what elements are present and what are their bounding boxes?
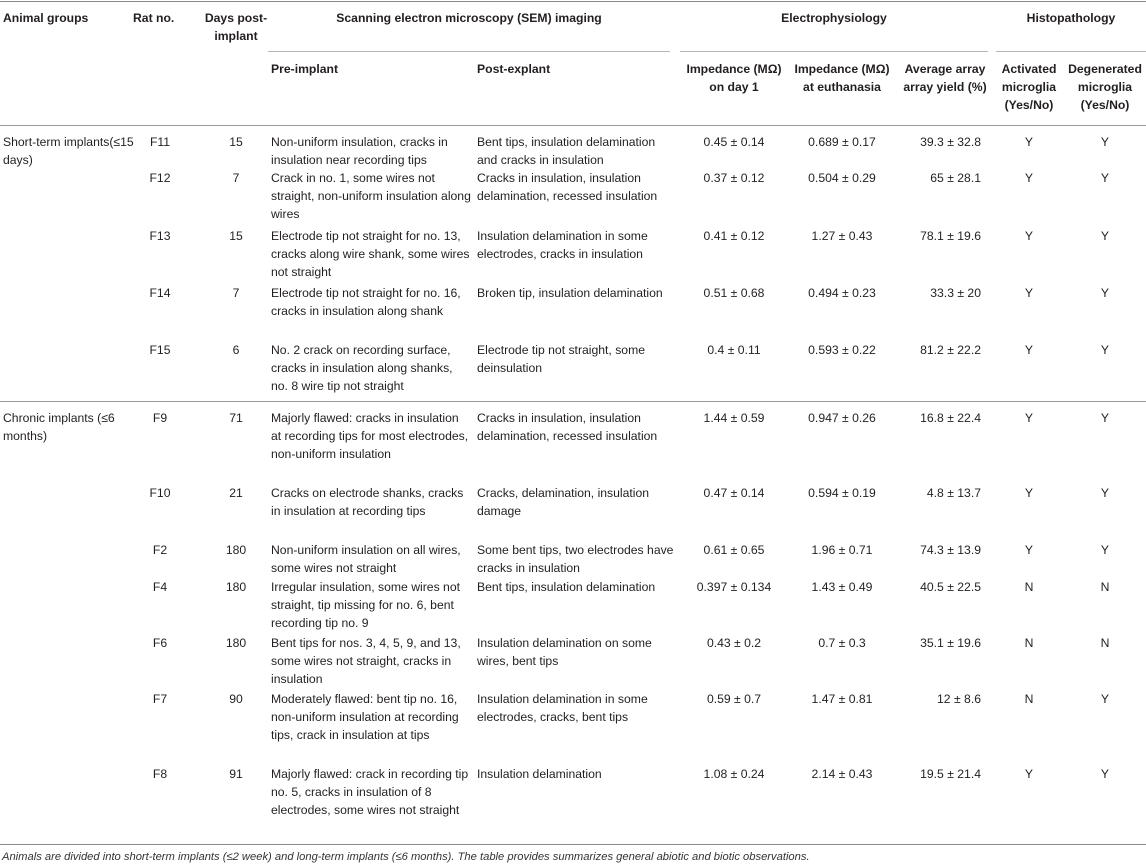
average-yield-cell: 65 ± 28.1 bbox=[930, 171, 981, 185]
impedance-day1-cell: 0.37 ± 0.12 bbox=[703, 171, 765, 185]
days-cell: 7 bbox=[232, 286, 240, 300]
pre-implant-cell: Electrode tip not straight for no. 16, cracks in insulation along shank bbox=[271, 286, 461, 318]
header-activated-microglia: Activated microglia (Yes/No) bbox=[1001, 62, 1057, 112]
days-cell: 180 bbox=[225, 543, 247, 557]
pre-implant-cell: No. 2 crack on recording surface, cracks in insulation along shanks, no. 8 wire tip not straight bbox=[271, 343, 453, 393]
degenerated-cell: Y bbox=[1100, 411, 1110, 425]
average-yield-cell: 4.8 ± 13.7 bbox=[926, 486, 981, 500]
degenerated-cell: Y bbox=[1100, 543, 1110, 557]
impedance-euth-cell: 0.947 ± 0.26 bbox=[808, 411, 876, 425]
degenerated-cell: Y bbox=[1100, 135, 1110, 149]
impedance-day1-cell: 0.4 ± 0.11 bbox=[707, 343, 761, 357]
post-explant-cell: Some bent tips, two electrodes have cracks in insulation bbox=[477, 543, 674, 575]
degenerated-cell: Y bbox=[1100, 229, 1110, 243]
impedance-day1-cell: 0.59 ± 0.7 bbox=[706, 692, 762, 706]
rat-no-cell: F14 bbox=[149, 286, 171, 300]
pre-implant-cell: Bent tips for nos. 3, 4, 5, 9, and 13, some wires not straight, cracks in insulation bbox=[271, 636, 461, 686]
header-bottom-rule bbox=[0, 125, 1146, 126]
activated-cell: Y bbox=[1024, 486, 1034, 500]
days-cell: 21 bbox=[229, 486, 243, 500]
degenerated-cell: Y bbox=[1100, 343, 1110, 357]
post-explant-cell: Bent tips, insulation delamination and cracks in insulation bbox=[477, 135, 656, 167]
activated-cell: N bbox=[1024, 580, 1034, 594]
rat-no-cell: F12 bbox=[149, 171, 171, 185]
pre-implant-cell: Majorly flawed: cracks in insulation at recording tips for most electrodes, non-uniform insulation bbox=[271, 411, 469, 461]
pre-implant-cell: Moderately flawed: bent tip no. 16, non-uniform insulation at recording tips, crack in insulation at tips bbox=[271, 692, 459, 742]
pre-implant-cell: Electrode tip not straight for no. 13, cracks along wire shank, some wires not straight bbox=[271, 229, 470, 279]
rat-no-cell: F7 bbox=[152, 692, 168, 706]
average-yield-cell: 74.3 ± 13.9 bbox=[920, 543, 981, 557]
impedance-day1-cell: 0.47 ± 0.14 bbox=[703, 486, 765, 500]
degenerated-cell: N bbox=[1100, 636, 1110, 650]
header-impedance-euthanasia: Impedance (MΩ) at euthanasia bbox=[794, 62, 890, 94]
impedance-euth-cell: 1.47 ± 0.81 bbox=[811, 692, 873, 706]
average-yield-cell: 19.5 ± 21.4 bbox=[920, 767, 981, 781]
pre-implant-cell: Cracks on electrode shanks, cracks in insulation at recording tips bbox=[271, 486, 464, 518]
post-explant-cell: Insulation delamination on some wires, bent tips bbox=[477, 636, 652, 668]
post-explant-cell: Insulation delamination bbox=[477, 767, 602, 781]
impedance-euth-cell: 2.14 ± 0.43 bbox=[811, 767, 873, 781]
impedance-day1-cell: 0.397 ± 0.134 bbox=[696, 580, 772, 594]
rat-no-cell: F4 bbox=[152, 580, 168, 594]
impedance-euth-cell: 0.504 ± 0.29 bbox=[808, 171, 876, 185]
rat-no-cell: F9 bbox=[152, 411, 168, 425]
activated-cell: N bbox=[1024, 636, 1034, 650]
activated-cell: Y bbox=[1024, 411, 1034, 425]
rat-no-cell: F11 bbox=[149, 135, 171, 149]
post-explant-cell: Broken tip, insulation delamination bbox=[477, 286, 663, 300]
activated-cell: Y bbox=[1024, 767, 1034, 781]
rat-no-cell: F10 bbox=[149, 486, 171, 500]
header-animal-groups: Animal groups bbox=[3, 11, 89, 25]
post-explant-cell: Cracks in insulation, insulation delamination, recessed insulation bbox=[477, 171, 658, 203]
pre-implant-cell: Non-uniform insulation, cracks in insulation near recording tips bbox=[271, 135, 448, 167]
days-cell: 91 bbox=[229, 767, 243, 781]
impedance-euth-cell: 0.594 ± 0.19 bbox=[808, 486, 876, 500]
header-pre-implant: Pre-implant bbox=[271, 62, 339, 76]
impedance-day1-cell: 0.51 ± 0.68 bbox=[703, 286, 765, 300]
pre-implant-cell: Majorly flawed: crack in recording tip no. 5, cracks in insulation of 8 electrodes, some wires not straight bbox=[271, 767, 469, 817]
pre-implant-cell: Irregular insulation, some wires not straight, tip missing for no. 6, bent recording tip no. 9 bbox=[271, 580, 460, 630]
post-explant-cell: Insulation delamination in some electrodes, cracks, bent tips bbox=[477, 692, 648, 724]
post-explant-cell: Cracks, delamination, insulation damage bbox=[477, 486, 650, 518]
impedance-euth-cell: 0.7 ± 0.3 bbox=[818, 636, 866, 650]
header-average-yield: Average array array yield (%) bbox=[903, 62, 987, 94]
impedance-day1-cell: 0.61 ± 0.65 bbox=[703, 543, 765, 557]
impedance-euth-cell: 0.593 ± 0.22 bbox=[808, 343, 876, 357]
average-yield-cell: 16.8 ± 22.4 bbox=[920, 411, 981, 425]
rat-no-cell: F6 bbox=[152, 636, 168, 650]
activated-cell: Y bbox=[1024, 343, 1034, 357]
impedance-day1-cell: 0.45 ± 0.14 bbox=[703, 135, 765, 149]
impedance-day1-cell: 0.41 ± 0.12 bbox=[703, 229, 765, 243]
impedance-euth-cell: 1.27 ± 0.43 bbox=[811, 229, 873, 243]
days-cell: 15 bbox=[229, 135, 243, 149]
table-footnote: Animals are divided into short-term implants (≤2 week) and long-term implants (≤6 months). The table provides summarizes general abiotic and biotic observations. bbox=[2, 851, 810, 863]
impedance-euth-cell: 0.689 ± 0.17 bbox=[808, 135, 876, 149]
electrophysiology-group-rule bbox=[680, 51, 988, 52]
degenerated-cell: Y bbox=[1100, 767, 1110, 781]
average-yield-cell: 12 ± 8.6 bbox=[937, 692, 981, 706]
degenerated-cell: Y bbox=[1100, 171, 1110, 185]
days-cell: 180 bbox=[225, 580, 247, 594]
days-cell: 90 bbox=[229, 692, 243, 706]
days-cell: 15 bbox=[229, 229, 243, 243]
average-yield-cell: 33.3 ± 20 bbox=[930, 286, 981, 300]
impedance-day1-cell: 1.08 ± 0.24 bbox=[703, 767, 765, 781]
activated-cell: Y bbox=[1024, 135, 1034, 149]
impedance-euth-cell: 0.494 ± 0.23 bbox=[808, 286, 876, 300]
degenerated-cell: Y bbox=[1100, 486, 1110, 500]
degenerated-cell: Y bbox=[1100, 692, 1110, 706]
degenerated-cell: Y bbox=[1100, 286, 1110, 300]
header-electrophysiology: Electrophysiology bbox=[781, 11, 887, 25]
header-sem: Scanning electron microscopy (SEM) imaging bbox=[336, 11, 602, 25]
header-degenerated-microglia: Degenerated microglia (Yes/No) bbox=[1068, 62, 1142, 112]
average-yield-cell: 39.3 ± 32.8 bbox=[920, 135, 981, 149]
table-top-rule bbox=[0, 1, 1146, 2]
days-cell: 180 bbox=[225, 636, 247, 650]
days-cell: 71 bbox=[229, 411, 243, 425]
header-days-post-implant: Days post-implant bbox=[204, 11, 268, 43]
pre-implant-cell: Crack in no. 1, some wires not straight, non-uniform insulation along wires bbox=[271, 171, 471, 221]
post-explant-cell: Bent tips, insulation delamination bbox=[477, 580, 656, 594]
activated-cell: Y bbox=[1024, 171, 1034, 185]
average-yield-cell: 78.1 ± 19.6 bbox=[920, 229, 981, 243]
group-label-short-term: Short-term implants(≤15 days) bbox=[3, 135, 134, 167]
post-explant-cell: Electrode tip not straight, some deinsulation bbox=[477, 343, 646, 375]
impedance-euth-cell: 1.96 ± 0.71 bbox=[811, 543, 873, 557]
header-impedance-day1: Impedance (MΩ) on day 1 bbox=[686, 62, 782, 94]
group-label-chronic: Chronic implants (≤6 months) bbox=[3, 411, 115, 443]
rat-no-cell: F2 bbox=[152, 543, 168, 557]
header-histopathology: Histopathology bbox=[1026, 11, 1116, 25]
group-separator-rule bbox=[0, 401, 1146, 402]
impedance-day1-cell: 1.44 ± 0.59 bbox=[703, 411, 765, 425]
activated-cell: Y bbox=[1024, 543, 1034, 557]
histopathology-group-rule bbox=[996, 51, 1146, 52]
days-cell: 7 bbox=[232, 171, 240, 185]
table-bottom-rule bbox=[0, 844, 1146, 845]
rat-no-cell: F8 bbox=[152, 767, 168, 781]
activated-cell: N bbox=[1024, 692, 1034, 706]
post-explant-cell: Insulation delamination in some electrodes, cracks in insulation bbox=[477, 229, 648, 261]
days-cell: 6 bbox=[232, 343, 240, 357]
header-post-explant: Post-explant bbox=[477, 62, 551, 76]
average-yield-cell: 40.5 ± 22.5 bbox=[920, 580, 981, 594]
activated-cell: Y bbox=[1024, 286, 1034, 300]
impedance-day1-cell: 0.43 ± 0.2 bbox=[706, 636, 762, 650]
pre-implant-cell: Non-uniform insulation on all wires, some wires not straight bbox=[271, 543, 461, 575]
impedance-euth-cell: 1.43 ± 0.49 bbox=[811, 580, 873, 594]
average-yield-cell: 35.1 ± 19.6 bbox=[920, 636, 981, 650]
sem-group-rule bbox=[268, 51, 670, 52]
average-yield-cell: 81.2 ± 22.2 bbox=[920, 343, 981, 357]
activated-cell: Y bbox=[1024, 229, 1034, 243]
post-explant-cell: Cracks in insulation, insulation delamination, recessed insulation bbox=[477, 411, 658, 443]
rat-no-cell: F15 bbox=[149, 343, 171, 357]
rat-no-cell: F13 bbox=[149, 229, 171, 243]
header-rat-no: Rat no. bbox=[133, 11, 175, 25]
degenerated-cell: N bbox=[1100, 580, 1110, 594]
